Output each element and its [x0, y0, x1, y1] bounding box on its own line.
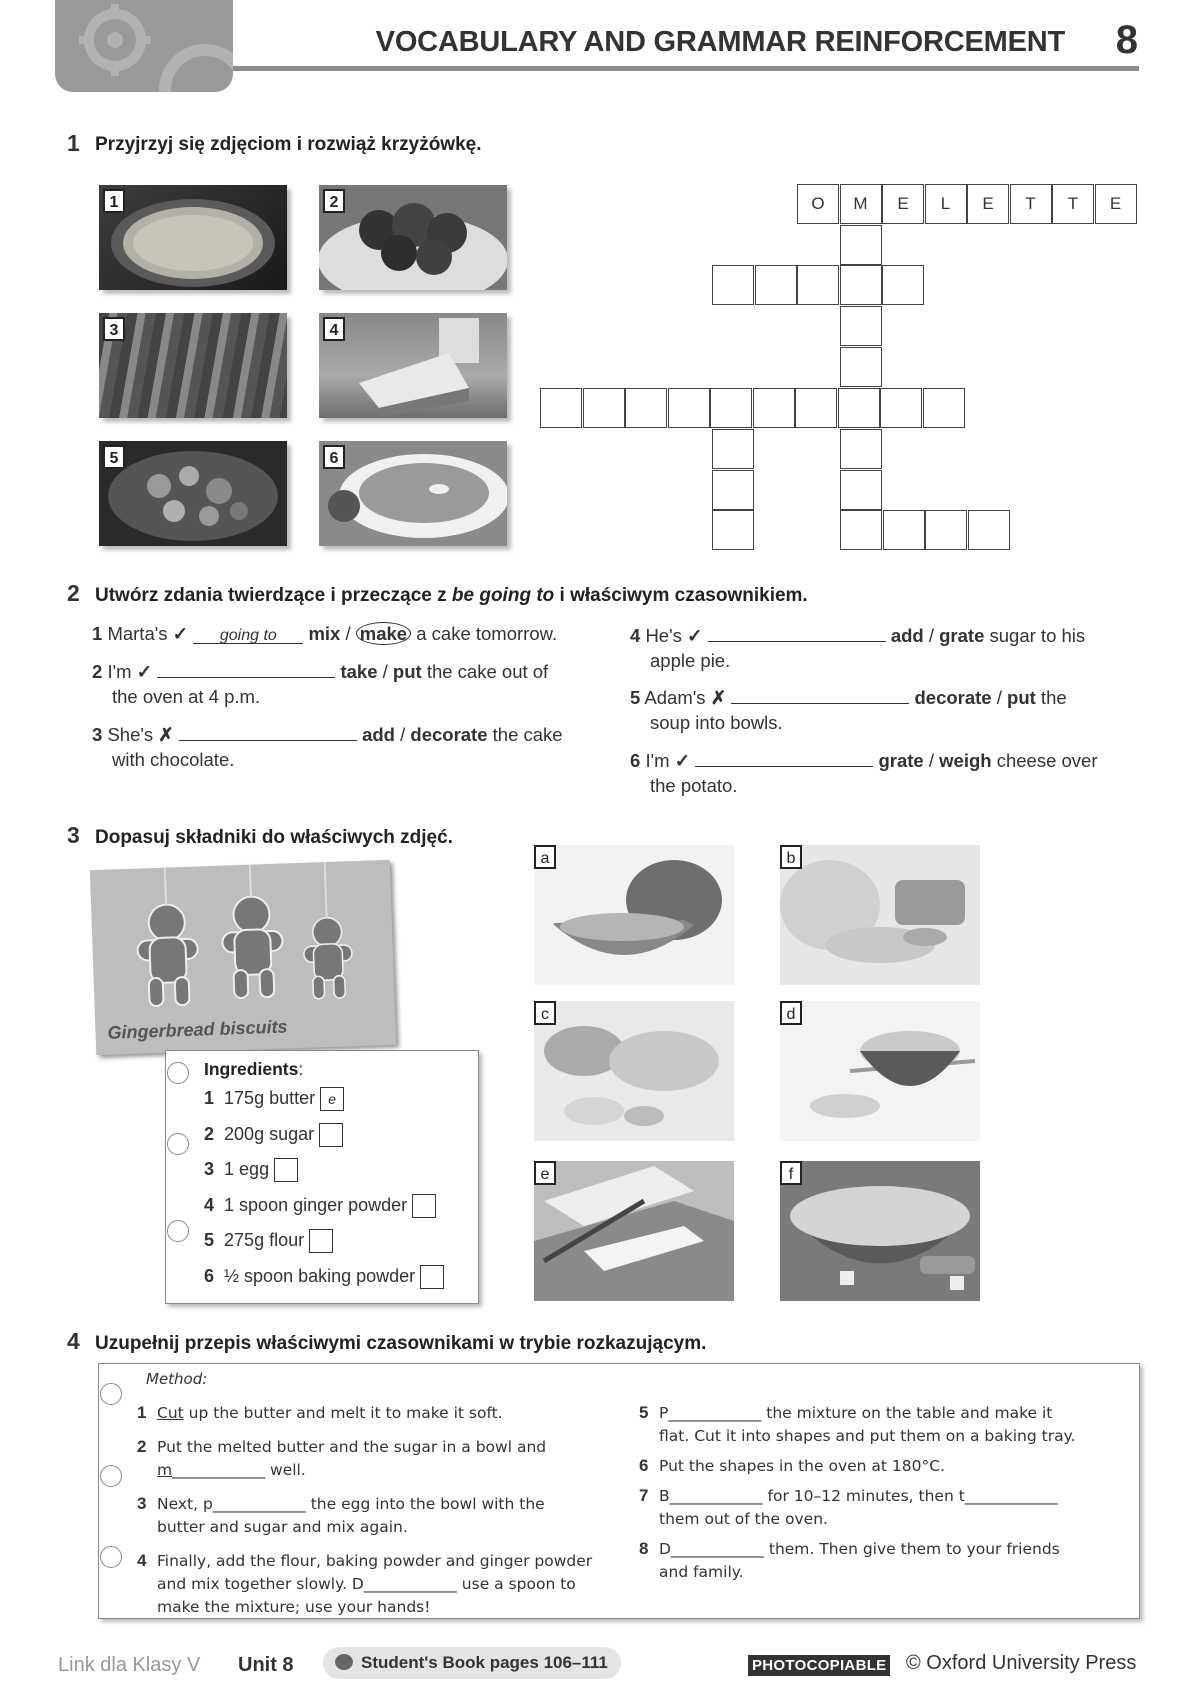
eye-icon	[335, 1654, 353, 1670]
step-number: 4	[137, 1551, 147, 1570]
sugar-image	[780, 1161, 980, 1301]
step-answer[interactable]: Cut	[157, 1404, 184, 1422]
step-number: 8	[639, 1539, 649, 1558]
item-mark: ✗	[158, 724, 174, 745]
item-subject: I'm	[645, 750, 670, 771]
verb-option: decorate	[410, 724, 488, 745]
step-answer[interactable]: m	[157, 1461, 173, 1479]
verb-option: put	[392, 661, 422, 682]
photo-soup	[319, 441, 507, 546]
soup-image	[319, 441, 507, 546]
method-step	[639, 1484, 1129, 1531]
verb-separator: /	[377, 661, 393, 682]
crossword-cell[interactable]	[840, 265, 882, 305]
footer-unit: Unit 8	[238, 1654, 294, 1676]
answer-box[interactable]: e	[320, 1087, 344, 1111]
method-step	[137, 1549, 607, 1619]
sentence-item	[630, 621, 1085, 673]
answer-blank[interactable]	[695, 746, 873, 767]
photo-omelette	[99, 185, 287, 290]
page-title: VOCABULARY AND GRAMMAR REINFORCEMENT	[375, 26, 1065, 58]
exercise-number: 1	[67, 130, 80, 156]
ingredient-photo	[780, 1161, 980, 1301]
ingredient-text: 175g butter	[224, 1088, 316, 1108]
sentence-item	[630, 746, 1098, 798]
verb-separator: /	[991, 687, 1008, 708]
sentence-rest: the	[1035, 687, 1067, 708]
exercise-instruction: Dopasuj składniki do właściwych zdjęć.	[95, 827, 453, 848]
step-text: Next, p____________ the egg into the bowl with the	[157, 1495, 545, 1513]
item-number: 1	[92, 623, 103, 644]
item-mark: ✗	[710, 687, 727, 708]
crossword-cell[interactable]	[923, 388, 965, 428]
item-subject: I'm	[107, 661, 132, 682]
verb-option: add	[362, 724, 395, 745]
item-mark: ✓	[674, 750, 691, 771]
photo-label: 3	[103, 317, 125, 341]
ingredient-text: ½ spoon baking powder	[224, 1265, 416, 1286]
item-number: 3	[92, 724, 103, 745]
binder-hole	[167, 1133, 189, 1155]
ingredient-text: 275g flour	[224, 1230, 305, 1250]
photo-label: 6	[323, 445, 345, 469]
ingredient-text: 200g sugar	[224, 1123, 315, 1144]
eggs-image	[534, 845, 734, 985]
ingredient-number: 5	[204, 1230, 215, 1250]
verb-separator: /	[923, 750, 940, 771]
crossword-cell[interactable]	[968, 510, 1010, 550]
ingredient-number: 1	[204, 1088, 215, 1108]
method-step	[137, 1435, 607, 1482]
crossword-cell[interactable]: T	[1052, 184, 1094, 224]
step-text[interactable]: flat. Cut it into shapes and put them on a baking tray.	[659, 1427, 1076, 1445]
sentence-continuation: soup into bowls.	[650, 712, 783, 733]
crossword-cell[interactable]	[712, 470, 754, 510]
crossword-cell[interactable]	[840, 470, 882, 510]
header-gear-tab	[55, 0, 233, 92]
crossword-cell[interactable]	[838, 388, 880, 428]
step-text: and mix together slowly. D____________ use a spoon to	[157, 1575, 576, 1593]
crossword-cell[interactable]	[540, 388, 582, 428]
verb-separator: /	[340, 623, 356, 644]
verb-option: mix	[308, 623, 341, 644]
crossword-cell[interactable]	[880, 388, 922, 428]
answer-box[interactable]	[309, 1229, 333, 1253]
photo-stew	[99, 441, 287, 546]
method-step	[639, 1401, 1129, 1448]
ingredients-title: Ingredients:	[204, 1059, 304, 1079]
item-number: 2	[92, 661, 103, 682]
book-ref-text: Student's Book pages 106–111	[361, 1653, 608, 1672]
item-mark: ✓	[136, 661, 153, 682]
step-number: 7	[639, 1486, 649, 1505]
answer-blank[interactable]: going to	[193, 623, 303, 644]
exercise-number: 2	[67, 580, 80, 606]
method-steps-right	[639, 1401, 1129, 1584]
crossword-cell[interactable]: E	[882, 184, 924, 224]
binder-hole	[167, 1062, 189, 1084]
header-rule	[233, 66, 1139, 71]
step-number: 3	[137, 1494, 147, 1513]
verb-option: decorate	[914, 687, 992, 708]
verb-separator: /	[394, 724, 411, 745]
crossword-cell[interactable]	[883, 510, 925, 550]
flour-image	[780, 1001, 980, 1141]
photo-meatballs	[319, 185, 507, 290]
photo-label: 1	[103, 189, 125, 213]
crossword-cell[interactable]: E	[1095, 184, 1137, 224]
ingredient-photo	[534, 1161, 734, 1301]
sentence-rest: the cake	[487, 724, 563, 745]
verb-option: grate	[878, 750, 924, 771]
item-number: 6	[630, 750, 641, 771]
ingredient-photo	[780, 845, 980, 985]
photo-label: d	[780, 1001, 802, 1025]
photo-label: 2	[323, 189, 345, 213]
photo-label: a	[534, 845, 556, 869]
photo-cheesecake	[319, 313, 507, 418]
item-mark: ✓	[172, 623, 189, 644]
crossword-cell[interactable]	[583, 388, 625, 428]
answer-blank[interactable]	[157, 657, 335, 678]
method-step	[639, 1454, 1129, 1478]
sentence-rest: sugar to his	[984, 625, 1086, 646]
item-number: 4	[630, 625, 641, 646]
ingredient-photo	[780, 1001, 980, 1141]
crossword-cell[interactable]: T	[1010, 184, 1052, 224]
answer-blank[interactable]	[179, 720, 357, 741]
exercise-instruction: Przyjrzyj się zdjęciom i rozwiąż krzyżówkę.	[95, 134, 482, 155]
step-number: 1	[137, 1403, 147, 1422]
exercise-instruction: Uzupełnij przepis właściwymi czasownikami w trybie rozkazującym.	[95, 1333, 707, 1354]
step-text: up the butter and melt it to make it soft.	[183, 1404, 503, 1422]
crossword-cell[interactable]	[712, 265, 754, 305]
baking-powder-image	[780, 845, 980, 985]
step-number: 2	[137, 1437, 147, 1456]
crossword-cell[interactable]	[625, 388, 667, 428]
crossword-cell[interactable]	[840, 306, 882, 346]
crossword-cell[interactable]	[840, 225, 882, 265]
method-label: Method:	[146, 1370, 208, 1388]
crossword-cell[interactable]: L	[925, 184, 967, 224]
sentence-continuation: the potato.	[650, 775, 738, 796]
ingredient-text: 1 spoon ginger powder	[224, 1194, 408, 1215]
verb-option: put	[1007, 687, 1036, 708]
footer-book-ref	[323, 1647, 621, 1679]
omelette-image	[99, 185, 287, 290]
photo-barbecue	[99, 313, 287, 418]
step-number: 5	[639, 1403, 649, 1422]
photo-label: 4	[323, 317, 345, 341]
sentence-item	[92, 657, 548, 709]
crossword-cell[interactable]	[753, 388, 795, 428]
answer-box[interactable]	[420, 1265, 444, 1289]
crossword-cell[interactable]	[795, 388, 837, 428]
verb-separator: /	[923, 625, 940, 646]
crossword-cell[interactable]: M	[840, 184, 882, 224]
crossword-cell[interactable]	[797, 265, 839, 305]
sentence-rest: a cake tomorrow.	[411, 623, 558, 644]
step-text: Put the melted butter and the sugar in a bowl and	[157, 1438, 547, 1456]
step-text[interactable]: P____________ the mixture on the table and make it	[659, 1404, 1053, 1422]
ingredient-text: 1 egg	[224, 1159, 270, 1179]
item-number: 5	[630, 687, 641, 708]
item-mark: ✓	[687, 625, 703, 646]
ingredient-item	[204, 1081, 444, 1117]
meatballs-image	[319, 185, 507, 290]
crossword-cell[interactable]	[712, 429, 754, 469]
ingredient-item	[204, 1152, 444, 1188]
binder-hole	[167, 1220, 189, 1242]
ingredient-number: 4	[204, 1194, 215, 1215]
step-text[interactable]: them out of the oven.	[659, 1510, 828, 1528]
crossword-cell[interactable]	[840, 429, 882, 469]
ingredient-item	[204, 1223, 444, 1259]
sentence-continuation: the oven at 4 p.m.	[112, 686, 261, 707]
binder-hole	[100, 1546, 122, 1568]
step-text: butter and sugar and mix again.	[157, 1518, 408, 1536]
binder-hole	[100, 1383, 122, 1405]
photo-label: e	[534, 1161, 556, 1185]
exercise-number: 4	[67, 1328, 80, 1354]
crossword-cell[interactable]	[755, 265, 797, 305]
photocopiable-badge: PHOTOCOPIABLE	[748, 1655, 890, 1676]
item-subject: She's	[107, 724, 154, 745]
method-step	[137, 1401, 607, 1425]
method-step	[137, 1492, 607, 1539]
ginger-image	[534, 1001, 734, 1141]
crossword-cell[interactable]	[840, 347, 882, 387]
answer-box[interactable]	[274, 1158, 298, 1182]
crossword-cell[interactable]	[882, 265, 924, 305]
gear-icon	[55, 0, 233, 92]
answer-box[interactable]	[319, 1123, 343, 1147]
photo-gingerbread	[90, 860, 396, 1055]
step-text: make the mixture; use your hands!	[157, 1598, 431, 1616]
photo-label: 5	[103, 445, 125, 469]
step-text: ____________ well.	[172, 1461, 306, 1479]
stew-image	[99, 441, 287, 546]
verb-option: grate	[939, 625, 985, 646]
crossword-cell[interactable]	[840, 510, 882, 550]
answer-blank[interactable]	[731, 683, 909, 704]
verb-option: make	[356, 622, 411, 645]
item-subject: Adam's	[644, 687, 706, 708]
method-card	[98, 1363, 1140, 1619]
crossword-cell[interactable]	[925, 510, 967, 550]
ingredient-number: 2	[204, 1123, 215, 1144]
step-text: Finally, add the flour, baking powder and ginger powder	[157, 1552, 593, 1570]
ingredients-list	[204, 1081, 444, 1294]
crossword-cell[interactable]: O	[797, 184, 839, 224]
sentence-rest: the cake out of	[421, 661, 549, 682]
ingredient-photo	[534, 845, 734, 985]
binder-hole	[100, 1465, 122, 1487]
footer-course: Link dla Klasy V	[58, 1654, 201, 1676]
photo-label: c	[534, 1001, 556, 1025]
verb-option: take	[340, 661, 378, 682]
verb-option: weigh	[939, 750, 992, 771]
cheesecake-image	[319, 313, 507, 418]
unit-number: 8	[1115, 18, 1138, 62]
ingredient-item	[204, 1188, 444, 1224]
item-subject: He's	[645, 625, 682, 646]
answer-blank[interactable]	[708, 621, 886, 642]
sentence-continuation: apple pie.	[650, 650, 731, 671]
footer-copyright: © Oxford University Press	[906, 1652, 1137, 1674]
method-step	[639, 1537, 1129, 1584]
exercise-instruction: Utwórz zdania twierdzące i przeczące z be going to i właściwym czasownikiem.	[95, 585, 808, 606]
sentence-item	[92, 720, 563, 772]
photo-label: f	[780, 1161, 802, 1185]
method-steps-left	[137, 1401, 607, 1619]
crossword-cell[interactable]	[712, 510, 754, 550]
ingredients-card	[165, 1050, 479, 1304]
step-text[interactable]: Put the shapes in the oven at 180°C.	[659, 1457, 945, 1475]
answer-box[interactable]	[412, 1194, 436, 1218]
ingredient-item	[204, 1259, 444, 1295]
ingredient-number: 6	[204, 1265, 215, 1286]
photo-label: b	[780, 845, 802, 869]
step-text[interactable]: B____________ for 10–12 minutes, then t____________	[659, 1487, 1058, 1505]
crossword-cell[interactable]	[668, 388, 710, 428]
sentence-item	[630, 683, 1067, 735]
ingredient-number: 3	[204, 1159, 215, 1179]
exercise-number: 3	[67, 822, 80, 848]
photo-caption: Gingerbread biscuits	[107, 1016, 288, 1043]
item-subject: Marta's	[107, 623, 168, 644]
step-text[interactable]: D____________ them. Then give them to your friends	[659, 1540, 1060, 1558]
step-number: 6	[639, 1456, 649, 1475]
butter-image	[534, 1161, 734, 1301]
sentence-continuation: with chocolate.	[112, 749, 235, 770]
verb-option: add	[890, 625, 924, 646]
crossword-cell[interactable]: E	[967, 184, 1009, 224]
ingredient-item	[204, 1117, 444, 1153]
step-text[interactable]: and family.	[659, 1563, 744, 1581]
ingredient-photo	[534, 1001, 734, 1141]
sentence-rest: cheese over	[991, 750, 1098, 771]
crossword-cell[interactable]	[710, 388, 752, 428]
